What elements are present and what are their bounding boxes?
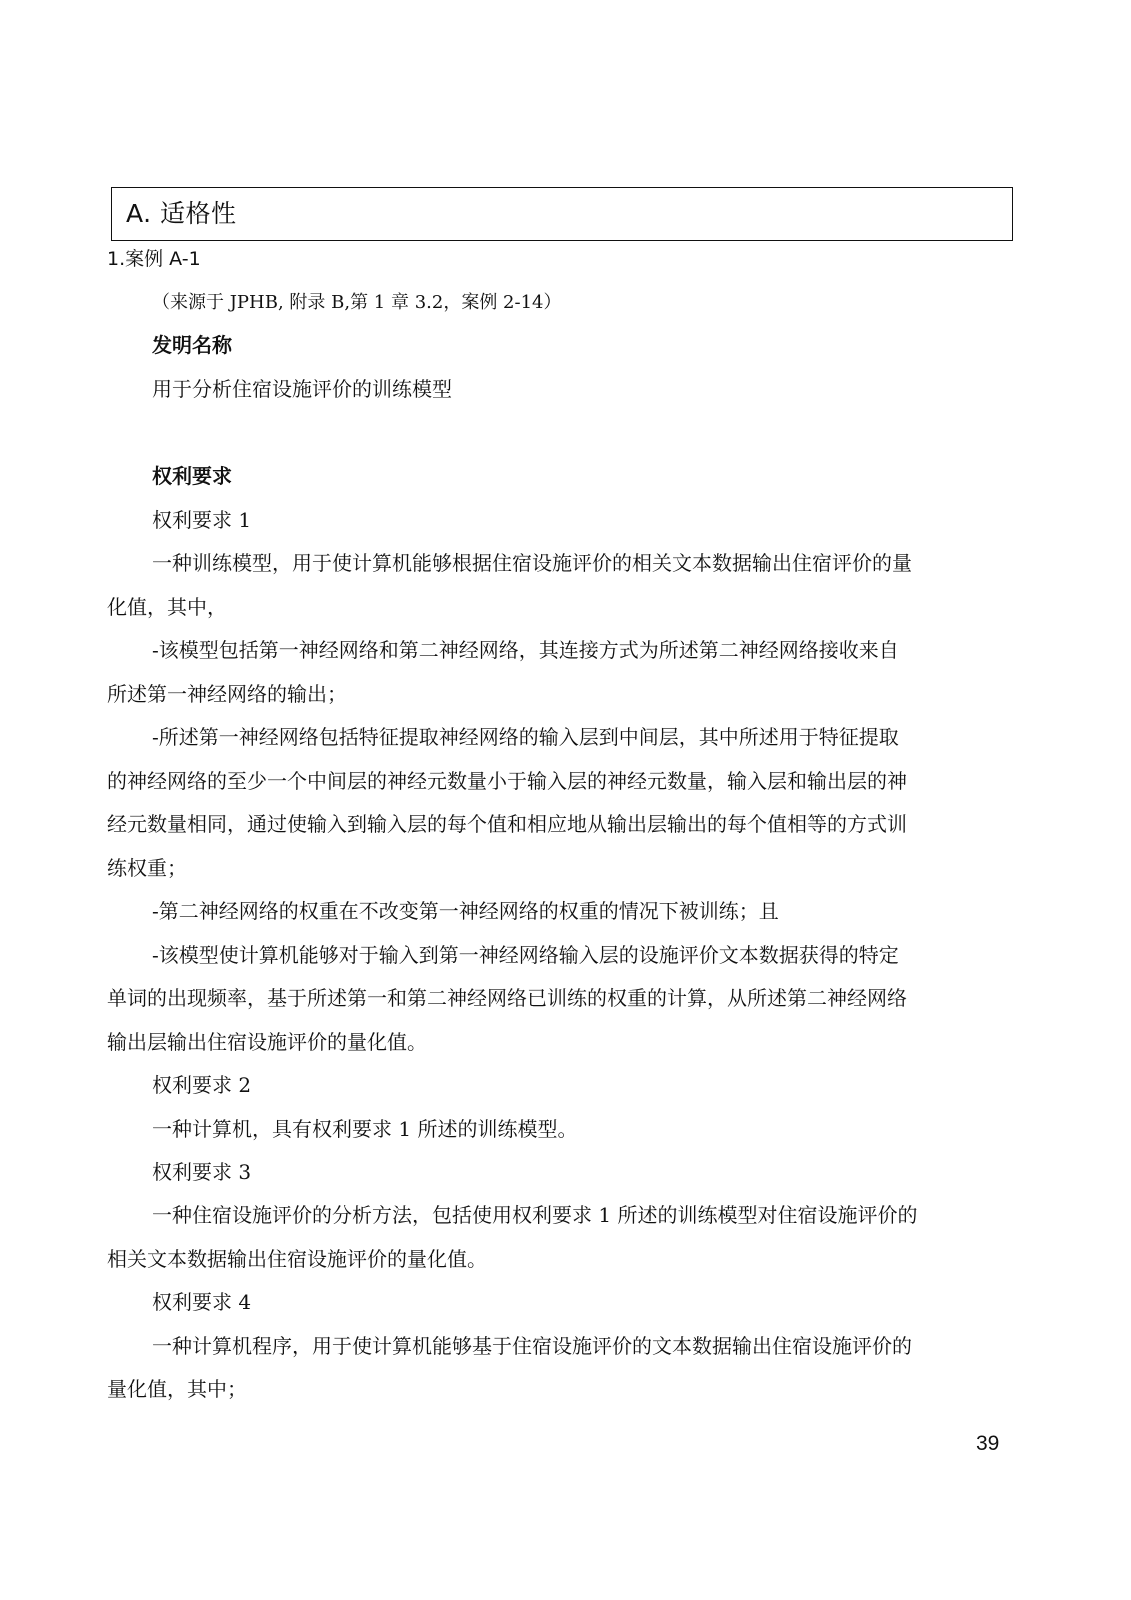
claim-text-line: 练权重；	[107, 856, 187, 880]
claim-heading: 权利要求 3	[152, 1160, 252, 1184]
claim-text-line: 一种计算机程序，用于使计算机能够基于住宿设施评价的文本数据输出住宿设施评价的	[152, 1334, 912, 1358]
claim-text-line: 量化值，其中；	[107, 1377, 247, 1401]
claims-label: 权利要求	[152, 464, 232, 488]
case-source: （来源于 JPHB, 附录 B,第 1 章 3.2，案例 2-14）	[152, 292, 562, 313]
claim-text-line: -该模型使计算机能够对于输入到第一神经网络输入层的设施评价文本数据获得的特定	[152, 943, 899, 967]
claim-text-line: 经元数量相同，通过使输入到输入层的每个值和相应地从输出层输出的每个值相等的方式训	[107, 812, 907, 836]
claim-text-line: 一种训练模型，用于使计算机能够根据住宿设施评价的相关文本数据输出住宿评价的量	[152, 551, 912, 575]
case-title: 1.案例 A-1	[107, 248, 201, 270]
claim-text-line: 输出层输出住宿设施评价的量化值。	[107, 1030, 427, 1054]
section-title: A. 适格性	[126, 199, 237, 228]
claim-heading: 权利要求 1	[152, 508, 252, 532]
claim-text-line: 的神经网络的至少一个中间层的神经元数量小于输入层的神经元数量，输入层和输出层的神	[107, 769, 907, 793]
invention-name: 用于分析住宿设施评价的训练模型	[152, 377, 452, 401]
claim-heading: 权利要求 2	[152, 1073, 252, 1097]
claim-text-line: 相关文本数据输出住宿设施评价的量化值。	[107, 1247, 487, 1271]
invention-name-label: 发明名称	[152, 333, 232, 357]
claim-text-line: 单词的出现频率，基于所述第一和第二神经网络已训练的权重的计算，从所述第二神经网络	[107, 986, 907, 1010]
claim-text-line: -第二神经网络的权重在不改变第一神经网络的权重的情况下被训练；且	[152, 899, 779, 923]
claim-text-line: -该模型包括第一神经网络和第二神经网络，其连接方式为所述第二神经网络接收来自	[152, 638, 899, 662]
claim-text-line: 一种住宿设施评价的分析方法，包括使用权利要求 1 所述的训练模型对住宿设施评价的	[152, 1203, 918, 1227]
claim-text-line: 所述第一神经网络的输出；	[107, 682, 347, 706]
claim-text-line: 化值，其中，	[107, 595, 227, 619]
page-number: 39	[976, 1432, 1000, 1455]
claim-heading: 权利要求 4	[152, 1290, 252, 1314]
claim-text-line: -所述第一神经网络包括特征提取神经网络的输入层到中间层，其中所述用于特征提取	[152, 725, 899, 749]
claim-text-line: 一种计算机，具有权利要求 1 所述的训练模型。	[152, 1117, 578, 1141]
section-header-box	[111, 187, 1013, 241]
